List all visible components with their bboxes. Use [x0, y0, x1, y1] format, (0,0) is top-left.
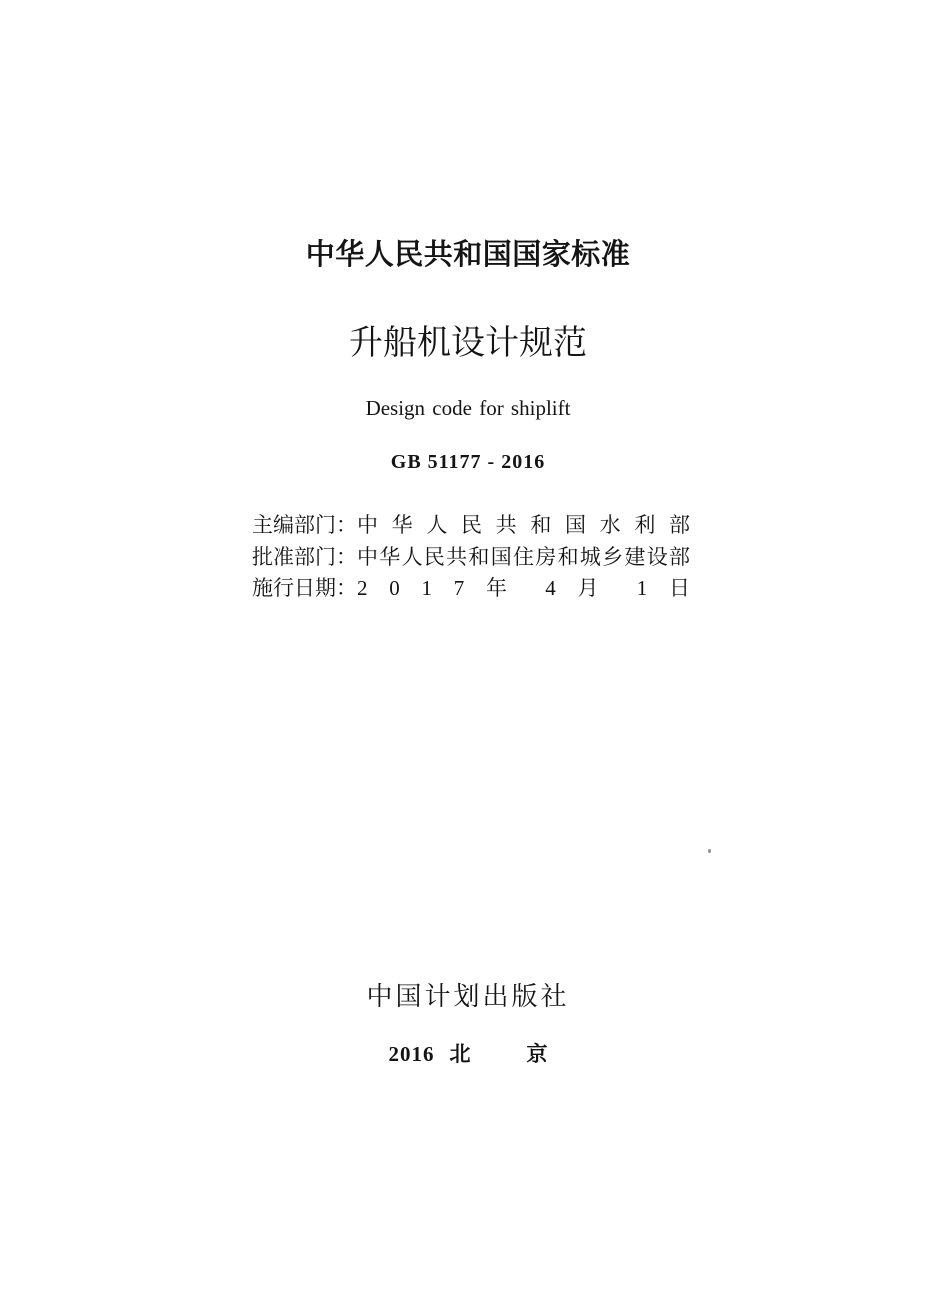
scan-artifact-dot [708, 849, 711, 853]
imprint-city-second: 京 [526, 1042, 548, 1066]
standard-label: 中华人民共和国国家标准 [305, 239, 631, 271]
detail-row-implementation-date [252, 573, 690, 605]
detail-row-approval-department [252, 542, 690, 574]
detail-label-approval-department: 批准部门： [252, 544, 357, 569]
detail-value-implementation-date: 2 0 1 7 年 4 月 1 日 [357, 576, 690, 600]
detail-label-implementation-date: 施行日期： [252, 576, 357, 600]
document-title-english: Design code for shiplift [365, 396, 571, 420]
imprint-city-first: 北 [449, 1042, 471, 1066]
imprint-year: 2016 [388, 1042, 435, 1066]
detail-value-chief-department: 中 华 人 民 共 和 国 水 利 部 [357, 513, 690, 537]
detail-value-approval-department: 中华人民共和国住房和城乡建设部 [357, 544, 690, 569]
standard-number: GB 51177 - 2016 [390, 451, 546, 473]
publisher-name: 中国计划出版社 [366, 982, 570, 1011]
details-block [252, 510, 690, 605]
detail-label-chief-department: 主编部门： [252, 513, 357, 537]
imprint-line [0, 1042, 943, 1067]
document-title: 升船机设计规范 [349, 325, 587, 362]
detail-row-chief-department [252, 510, 690, 542]
